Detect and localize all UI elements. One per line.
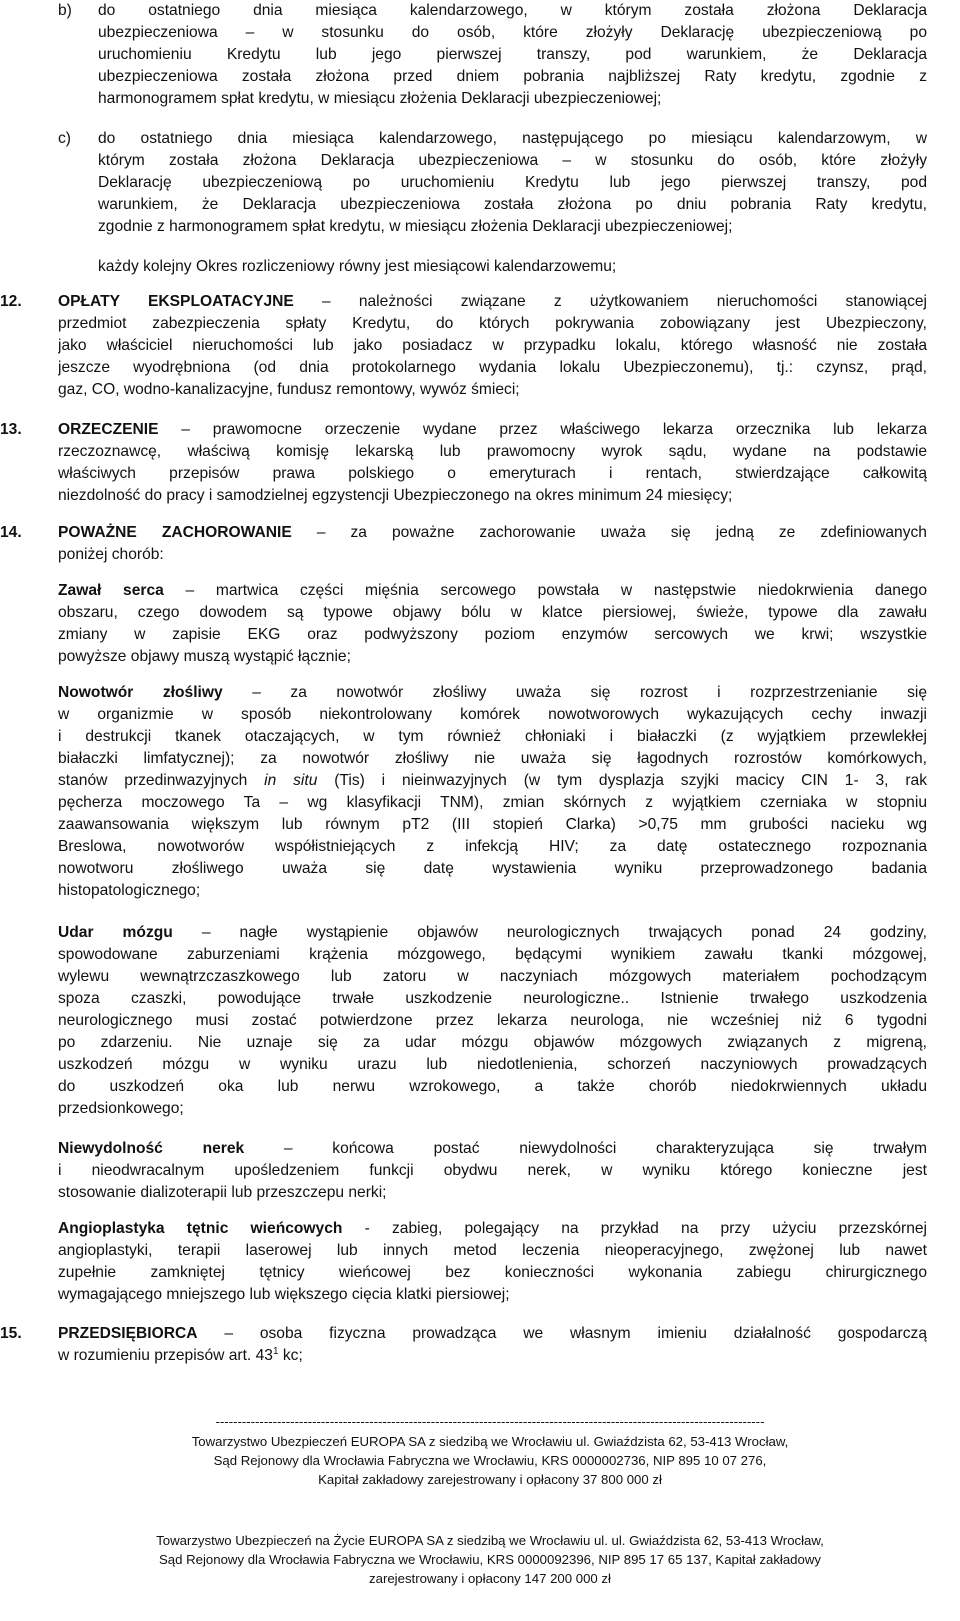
text-line <box>58 419 927 441</box>
text-line: białaczki limfatycznej); za nowotwór złośliwy nie uważa się łagodnych rozrostów komórkowych, <box>58 750 927 767</box>
text: stanów przedinwazyjnych <box>58 772 265 789</box>
text-line: powyższe objawy muszą wystąpić łącznie; <box>58 648 351 665</box>
text-line <box>58 1345 927 1367</box>
text-line: jako właściciel nieruchomości lub jako posiadacz w przypadku lokalu, którego własność nie została <box>58 337 927 354</box>
footer-line: Kapitał zakładowy zarejestrowany i opłacony 37 800 000 zł <box>318 1472 662 1487</box>
text-line: gaz, CO, wodno-kanalizacyjne, fundusz remontowy, wywóz śmieci; <box>58 381 520 398</box>
text-line: każdy kolejny Okres rozliczeniowy równy jest miesiącowi kalendarzowemu; <box>98 258 617 275</box>
footer-line: Sąd Rejonowy dla Wrocławia Fabryczna we Wrocławiu, KRS 0000002736, NIP 895 10 07 276, <box>213 1453 767 1468</box>
item-c <box>98 128 927 238</box>
text-line: ubezpieczeniowa została złożona przed dniem pobrania najbliższej Raty kredytu, zgodnie z <box>98 68 927 85</box>
text-line: po zdarzeniu. Nie uznaje się za udar mózgu objawów mózgowych związanych z migreną, <box>58 1034 927 1051</box>
text-line <box>58 580 927 602</box>
text-line: przedmiot zabezpieczenia spłaty Kredytu, do których pokrywania zobowiązany jest Ubezpieczony, <box>58 315 927 332</box>
italic-text: in situ <box>264 772 318 789</box>
definition-number-13: 13. <box>0 421 22 438</box>
text: – za poważne zachorowanie uważa się jedną ze zdefiniowanych <box>291 524 927 541</box>
text-line: neurologicznego musi zostać potwierdzone przez lekarza neurologa, nie wcześniej niż 6 tygodni <box>58 1012 927 1029</box>
footer-line: Towarzystwo Ubezpieczeń na Życie EUROPA SA z siedzibą we Wrocławiu ul. ul. Gwiaździsta 62, 53-413 Wrocław, <box>156 1533 824 1548</box>
text-line: w organizmie w sposób niekontrolowany komórek nowotworowych wykazujących cechy inwazji <box>58 706 927 723</box>
dashes: ----------------------------------------------------------------------------------------------------------------------------- <box>215 1414 765 1429</box>
definition-number-14: 14. <box>0 524 22 541</box>
text-line: pęcherza moczowego Ta – wg klasyfikacji TNM), zmian skórnych z wyjątkiem czerniaka w stopniu <box>58 794 927 811</box>
text: – końcowa postać niewydolności charakteryzująca się trwałym <box>244 1140 927 1157</box>
footer-zycie <box>60 1531 920 1588</box>
text-line: i nieodwracalnym upośledzeniem funkcji obydwu nerek, w wyniku którego konieczne jest <box>58 1162 927 1179</box>
text-line: przedsionkowego; <box>58 1100 184 1117</box>
term: Angioplastyka tętnic wieńcowych <box>58 1220 343 1237</box>
text-line: rzeczoznawcę, właściwą komisję lekarską lub prawomocny wyrok sądu, wydane na podstawie <box>58 443 927 460</box>
text-line: Deklarację ubezpieczeniową po uruchomieniu Kredytu lub jego pierwszej transzy, pod <box>98 174 927 191</box>
definition-12 <box>58 291 927 401</box>
text-line: harmonogramem spłat kredytu, w miesiącu złożenia Deklaracji ubezpieczeniowej; <box>98 90 662 107</box>
text-line: zgodnie z harmonogramem spłat kredytu, w miesiącu złożenia Deklaracji ubezpieczeniowej; <box>98 218 733 235</box>
text-line: poniżej chorób: <box>58 546 164 563</box>
definition-number-12: 12. <box>0 293 22 310</box>
text-line: histopatologicznego; <box>58 882 201 899</box>
text-line: stosowanie dializoterapii lub przeszczepu nerki; <box>58 1184 387 1201</box>
item-b <box>98 0 927 110</box>
text-line: niezdolność do pracy i samodzielnej egzystencji Ubezpieczonego na okres minimum 24 miesięcy; <box>58 487 733 504</box>
text: w rozumieniu przepisów art. 43 <box>58 1347 273 1364</box>
text-line <box>58 682 927 704</box>
term: ORZECZENIE <box>58 421 159 438</box>
term: Niewydolność nerek <box>58 1140 245 1157</box>
footer-line: Towarzystwo Ubezpieczeń EUROPA SA z siedzibą we Wrocławiu ul. Gwiaździsta 62, 53-413 Wrocław, <box>191 1434 789 1449</box>
footer-line: zarejestrowany i opłacony 147 200 000 zł <box>369 1571 611 1586</box>
angioplastyka <box>58 1218 927 1306</box>
text-line: uruchomieniu Kredytu lub jego pierwszej transzy, pod warunkiem, że Deklaracja <box>98 46 927 63</box>
text: – nagłe wystąpienie objawów neurologicznych trwających ponad 24 godziny, <box>172 924 927 941</box>
text: – należności związane z użytkowaniem nieruchomości stanowiącej <box>293 293 927 310</box>
text-line: spowodowane zaburzeniami krążenia mózgowego, będącymi wynikiem zawału tkanki mózgowej, <box>58 946 927 963</box>
text-line: i destrukcji tkanek otaczających, w tym również chłoniaki i białaczki (z wyjątkiem przewlekłej <box>58 728 927 745</box>
text-line: nowotworu złośliwego uważa się datę wystawienia wyniku przeprowadzonego badania <box>58 860 927 877</box>
text-line: angioplastyki, terapii laserowej lub innych metod leczenia nieoperacyjnego, zwężonej lub nawet <box>58 1242 927 1259</box>
text: (Tis) i nieinwazyjnych (w tym dysplazja szyjki macicy CIN 1- 3, rak <box>317 772 927 789</box>
term: Nowotwór złośliwy <box>58 684 223 701</box>
text-line: Breslowa, nowotworów współistniejących z infekcją HIV; za datę ostatecznego rozpoznania <box>58 838 927 855</box>
text-line: zmiany w zapisie EKG oraz podwyższony poziom enzymów sercowych we krwi; wszystkie <box>58 626 927 643</box>
text-line: uszkodzeń mózgu w wyniku urazu lub niedotlenienia, schorzeń naczyniowych prowadzących <box>58 1056 927 1073</box>
text-line: spoza czaszki, powodujące trwałe uszkodzenie neurologiczne.. Istnienie trwałego uszkodzenia <box>58 990 927 1007</box>
term: PRZEDSIĘBIORCA <box>58 1325 198 1342</box>
text-line: zaawansowania większym lub równym pT2 (III stopień Clarka) >0,75 mm grubości nacieku wg <box>58 816 927 833</box>
text-line: obszaru, czego dowodem są typowe objawy bólu w klatce piersiowej, świeże, typowe dla zawału <box>58 604 927 621</box>
text-line: do ostatniego dnia miesiąca kalendarzowego, w którym została złożona Deklaracja <box>98 2 927 19</box>
item-label-c: c) <box>58 130 71 147</box>
text-line: jeszcze wyodrębniona (od dnia protokolarnego wydania lokalu Ubezpieczonemu), tj.: czynsz, prąd, <box>58 359 927 376</box>
niewydolnosc-nerek <box>58 1138 927 1204</box>
term: POWAŻNE ZACHOROWANIE <box>58 524 292 541</box>
text-line: ubezpieczeniowa – w stosunku do osób, które złożyły Deklarację ubezpieczeniową po <box>98 24 927 41</box>
zawal-serca <box>58 580 927 668</box>
superscript: 1 <box>272 1346 279 1357</box>
text-line: do ostatniego dnia miesiąca kalendarzowego, następującego po miesiącu kalendarzowym, w <box>98 130 927 147</box>
text-line <box>58 1218 927 1240</box>
text-line <box>58 1323 927 1345</box>
text-line <box>58 522 927 544</box>
text: – osoba fizyczna prowadząca we własnym imieniu działalność gospodarczą <box>197 1325 927 1342</box>
term: Udar mózgu <box>58 924 173 941</box>
text-line <box>58 1138 927 1160</box>
definition-15 <box>58 1323 927 1367</box>
text-line: wylewu wewnątrzczaszkowego lub zatoru w naczyniach mózgowych materiałem pochodzącym <box>58 968 927 985</box>
text: – martwica części mięśnia sercowego powstała w następstwie niedokrwienia danego <box>163 582 927 599</box>
term: Zawał serca <box>58 582 164 599</box>
text-line <box>58 291 927 313</box>
text: – prawomocne orzeczenie wydane przez właściwego lekarza orzecznika lub lekarza <box>158 421 927 438</box>
term: OPŁATY EKSPLOATACYJNE <box>58 293 294 310</box>
text: kc; <box>278 1347 303 1364</box>
text-line: którym została złożona Deklaracja ubezpieczeniowa – w stosunku do osób, które złożyły <box>98 152 927 169</box>
text-line: zupełnie zamkniętej tętnicy wieńcowej bez konieczności wykonania zabiegu chirurgicznego <box>58 1264 927 1281</box>
footer-divider <box>60 1412 920 1431</box>
definition-13 <box>58 419 927 507</box>
text-line: właściwych przepisów prawa polskiego o emeryturach i rentach, stwierdzające całkowitą <box>58 465 927 482</box>
item-label-b: b) <box>58 2 72 19</box>
text-line <box>58 922 927 944</box>
udar-mozgu <box>58 922 927 1120</box>
text-line: wymagającego mniejszego lub większego cięcia klatki piersiowej; <box>58 1286 510 1303</box>
text: – za nowotwór złośliwy uważa się rozrost i rozprzestrzenianie się <box>222 684 927 701</box>
text-line <box>58 770 927 792</box>
definition-number-15: 15. <box>0 1325 22 1342</box>
text-line: do uszkodzeń oka lub nerwu wzrokowego, a także chorób niedokrwiennych układu <box>58 1078 927 1095</box>
footer-line: Sąd Rejonowy dla Wrocławia Fabryczna we Wrocławiu, KRS 0000092396, NIP 895 17 65 137, Kapitał zakładowy <box>159 1552 821 1567</box>
text-line: warunkiem, że Deklaracja ubezpieczeniowa została złożona po dniu pobrania Raty kredytu, <box>98 196 927 213</box>
nowotwor-zlosliwy <box>58 682 927 902</box>
text: - zabieg, polegający na przykład na przy użyciu przezskórnej <box>342 1220 927 1237</box>
footer-europa <box>60 1432 920 1489</box>
definition-14 <box>58 522 927 566</box>
okres-rozliczeniowy <box>98 256 927 278</box>
